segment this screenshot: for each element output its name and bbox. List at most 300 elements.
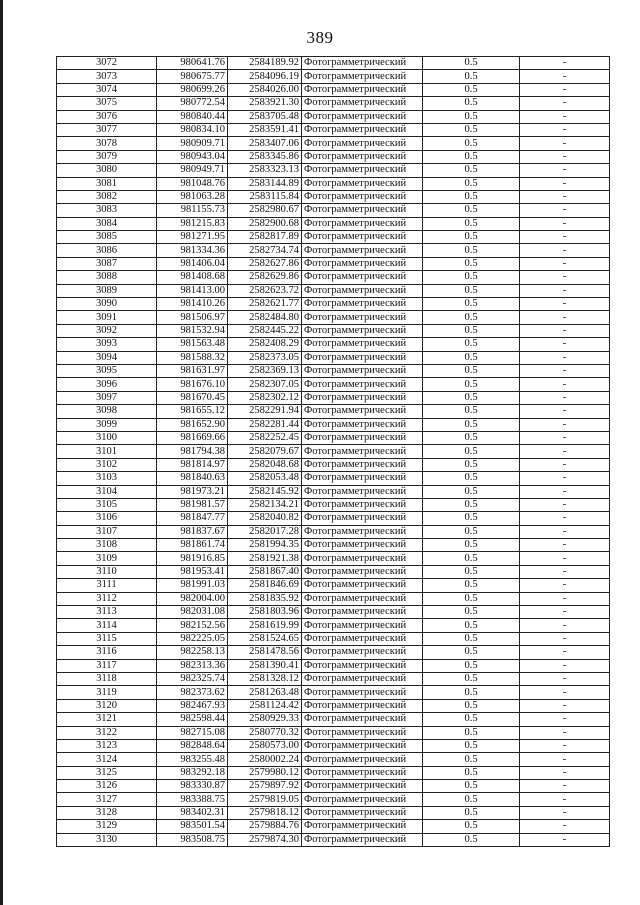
point-number-cell: 3096 [57, 378, 157, 391]
method-cell: Фотограмметрический [302, 539, 423, 552]
method-cell: Фотограмметрический [302, 231, 423, 244]
y-coordinate-cell: 2582445.22 [228, 324, 302, 337]
method-cell: Фотограмметрический [302, 672, 423, 685]
y-coordinate-cell: 2583407.06 [228, 137, 302, 150]
note-cell: - [520, 445, 610, 458]
point-number-cell: 3128 [57, 806, 157, 819]
method-cell: Фотограмметрический [302, 472, 423, 485]
accuracy-cell: 0.5 [423, 338, 520, 351]
table-row [57, 472, 610, 485]
point-number-cell: 3075 [57, 97, 157, 110]
accuracy-cell: 0.5 [423, 646, 520, 659]
point-number-cell: 3088 [57, 271, 157, 284]
accuracy-cell: 0.5 [423, 164, 520, 177]
x-coordinate-cell: 982373.62 [157, 686, 228, 699]
x-coordinate-cell: 980834.10 [157, 123, 228, 136]
method-cell: Фотограмметрический [302, 512, 423, 525]
x-coordinate-cell: 981814.97 [157, 458, 228, 471]
x-coordinate-cell: 981973.21 [157, 485, 228, 498]
x-coordinate-cell: 980772.54 [157, 97, 228, 110]
table-row [57, 391, 610, 404]
point-number-cell: 3094 [57, 351, 157, 364]
y-coordinate-cell: 2581921.38 [228, 552, 302, 565]
note-cell: - [520, 271, 610, 284]
accuracy-cell: 0.5 [423, 686, 520, 699]
table-row [57, 793, 610, 806]
y-coordinate-cell: 2581124.42 [228, 699, 302, 712]
x-coordinate-cell: 981631.97 [157, 364, 228, 377]
note-cell: - [520, 780, 610, 793]
accuracy-cell: 0.5 [423, 177, 520, 190]
y-coordinate-cell: 2581619.99 [228, 619, 302, 632]
method-cell: Фотограмметрический [302, 418, 423, 431]
point-number-cell: 3113 [57, 606, 157, 619]
method-cell: Фотограмметрический [302, 164, 423, 177]
y-coordinate-cell: 2581478.56 [228, 646, 302, 659]
y-coordinate-cell: 2582281.44 [228, 418, 302, 431]
point-number-cell: 3081 [57, 177, 157, 190]
x-coordinate-cell: 983388.75 [157, 793, 228, 806]
note-cell: - [520, 431, 610, 444]
table-row [57, 83, 610, 96]
point-number-cell: 3084 [57, 217, 157, 230]
note-cell: - [520, 231, 610, 244]
table-row [57, 231, 610, 244]
accuracy-cell: 0.5 [423, 525, 520, 538]
y-coordinate-cell: 2584189.92 [228, 57, 302, 70]
x-coordinate-cell: 980699.26 [157, 83, 228, 96]
point-number-cell: 3125 [57, 766, 157, 779]
method-cell: Фотограмметрический [302, 57, 423, 70]
point-number-cell: 3126 [57, 780, 157, 793]
table-row [57, 672, 610, 685]
y-coordinate-cell: 2581328.12 [228, 672, 302, 685]
note-cell: - [520, 311, 610, 324]
method-cell: Фотограмметрический [302, 311, 423, 324]
accuracy-cell: 0.5 [423, 311, 520, 324]
y-coordinate-cell: 2581994.35 [228, 539, 302, 552]
note-cell: - [520, 806, 610, 819]
method-cell: Фотограмметрический [302, 298, 423, 311]
table-row [57, 686, 610, 699]
note-cell: - [520, 97, 610, 110]
method-cell: Фотограмметрический [302, 833, 423, 846]
table-row [57, 485, 610, 498]
y-coordinate-cell: 2580770.32 [228, 726, 302, 739]
note-cell: - [520, 699, 610, 712]
table-row [57, 338, 610, 351]
note-cell: - [520, 713, 610, 726]
point-number-cell: 3112 [57, 592, 157, 605]
x-coordinate-cell: 981155.73 [157, 204, 228, 217]
point-number-cell: 3120 [57, 699, 157, 712]
method-cell: Фотограмметрический [302, 606, 423, 619]
table-row [57, 351, 610, 364]
point-number-cell: 3103 [57, 472, 157, 485]
note-cell: - [520, 164, 610, 177]
method-cell: Фотограмметрический [302, 391, 423, 404]
y-coordinate-cell: 2579819.05 [228, 793, 302, 806]
table-row [57, 498, 610, 511]
accuracy-cell: 0.5 [423, 833, 520, 846]
x-coordinate-cell: 982004.00 [157, 592, 228, 605]
y-coordinate-cell: 2582017.28 [228, 525, 302, 538]
method-cell: Фотограмметрический [302, 271, 423, 284]
accuracy-cell: 0.5 [423, 351, 520, 364]
point-number-cell: 3077 [57, 123, 157, 136]
table-row [57, 123, 610, 136]
table-row [57, 217, 610, 230]
note-cell: - [520, 793, 610, 806]
table-row [57, 713, 610, 726]
y-coordinate-cell: 2583705.48 [228, 110, 302, 123]
table-row [57, 110, 610, 123]
note-cell: - [520, 525, 610, 538]
note-cell: - [520, 391, 610, 404]
table-row [57, 204, 610, 217]
accuracy-cell: 0.5 [423, 190, 520, 203]
method-cell: Фотограмметрический [302, 431, 423, 444]
accuracy-cell: 0.5 [423, 431, 520, 444]
accuracy-cell: 0.5 [423, 57, 520, 70]
x-coordinate-cell: 981334.36 [157, 244, 228, 257]
table-row [57, 726, 610, 739]
accuracy-cell: 0.5 [423, 150, 520, 163]
point-number-cell: 3118 [57, 672, 157, 685]
accuracy-cell: 0.5 [423, 204, 520, 217]
table-row [57, 659, 610, 672]
method-cell: Фотограмметрический [302, 820, 423, 833]
method-cell: Фотограмметрический [302, 150, 423, 163]
table-row [57, 646, 610, 659]
accuracy-cell: 0.5 [423, 97, 520, 110]
point-number-cell: 3127 [57, 793, 157, 806]
method-cell: Фотограмметрический [302, 364, 423, 377]
point-number-cell: 3121 [57, 713, 157, 726]
accuracy-cell: 0.5 [423, 405, 520, 418]
point-number-cell: 3089 [57, 284, 157, 297]
accuracy-cell: 0.5 [423, 271, 520, 284]
method-cell: Фотограмметрический [302, 632, 423, 645]
accuracy-cell: 0.5 [423, 364, 520, 377]
x-coordinate-cell: 982467.93 [157, 699, 228, 712]
y-coordinate-cell: 2582900.68 [228, 217, 302, 230]
accuracy-cell: 0.5 [423, 632, 520, 645]
x-coordinate-cell: 982598.44 [157, 713, 228, 726]
accuracy-cell: 0.5 [423, 579, 520, 592]
y-coordinate-cell: 2582623.72 [228, 284, 302, 297]
x-coordinate-cell: 980949.71 [157, 164, 228, 177]
x-coordinate-cell: 981670.45 [157, 391, 228, 404]
table-row [57, 739, 610, 752]
note-cell: - [520, 498, 610, 511]
accuracy-cell: 0.5 [423, 592, 520, 605]
note-cell: - [520, 672, 610, 685]
table-row [57, 565, 610, 578]
x-coordinate-cell: 981669.66 [157, 431, 228, 444]
table-row [57, 619, 610, 632]
method-cell: Фотограмметрический [302, 137, 423, 150]
note-cell: - [520, 619, 610, 632]
method-cell: Фотограмметрический [302, 190, 423, 203]
accuracy-cell: 0.5 [423, 552, 520, 565]
x-coordinate-cell: 981847.77 [157, 512, 228, 525]
method-cell: Фотограмметрический [302, 713, 423, 726]
method-cell: Фотограмметрический [302, 324, 423, 337]
table-row [57, 766, 610, 779]
note-cell: - [520, 565, 610, 578]
x-coordinate-cell: 981916.85 [157, 552, 228, 565]
note-cell: - [520, 552, 610, 565]
table-row [57, 364, 610, 377]
accuracy-cell: 0.5 [423, 539, 520, 552]
table-row [57, 753, 610, 766]
page-number: 389 [306, 28, 334, 47]
point-number-cell: 3115 [57, 632, 157, 645]
method-cell: Фотограмметрический [302, 646, 423, 659]
point-number-cell: 3114 [57, 619, 157, 632]
x-coordinate-cell: 980641.76 [157, 57, 228, 70]
note-cell: - [520, 579, 610, 592]
y-coordinate-cell: 2579884.76 [228, 820, 302, 833]
y-coordinate-cell: 2582040.82 [228, 512, 302, 525]
method-cell: Фотограмметрический [302, 204, 423, 217]
note-cell: - [520, 298, 610, 311]
table-row [57, 405, 610, 418]
point-number-cell: 3083 [57, 204, 157, 217]
y-coordinate-cell: 2581835.92 [228, 592, 302, 605]
x-coordinate-cell: 980675.77 [157, 70, 228, 83]
y-coordinate-cell: 2582053.48 [228, 472, 302, 485]
x-coordinate-cell: 983330.87 [157, 780, 228, 793]
accuracy-cell: 0.5 [423, 780, 520, 793]
accuracy-cell: 0.5 [423, 753, 520, 766]
point-number-cell: 3108 [57, 539, 157, 552]
note-cell: - [520, 338, 610, 351]
method-cell: Фотограмметрический [302, 806, 423, 819]
method-cell: Фотограмметрический [302, 686, 423, 699]
y-coordinate-cell: 2582373.05 [228, 351, 302, 364]
accuracy-cell: 0.5 [423, 619, 520, 632]
note-cell: - [520, 364, 610, 377]
x-coordinate-cell: 983501.54 [157, 820, 228, 833]
note-cell: - [520, 472, 610, 485]
accuracy-cell: 0.5 [423, 726, 520, 739]
accuracy-cell: 0.5 [423, 806, 520, 819]
method-cell: Фотограмметрический [302, 244, 423, 257]
note-cell: - [520, 512, 610, 525]
x-coordinate-cell: 981506.97 [157, 311, 228, 324]
accuracy-cell: 0.5 [423, 766, 520, 779]
x-coordinate-cell: 983255.48 [157, 753, 228, 766]
x-coordinate-cell: 983292.18 [157, 766, 228, 779]
y-coordinate-cell: 2583323.13 [228, 164, 302, 177]
x-coordinate-cell: 980840.44 [157, 110, 228, 123]
method-cell: Фотограмметрический [302, 217, 423, 230]
point-number-cell: 3119 [57, 686, 157, 699]
x-coordinate-cell: 982715.08 [157, 726, 228, 739]
note-cell: - [520, 726, 610, 739]
accuracy-cell: 0.5 [423, 83, 520, 96]
point-number-cell: 3080 [57, 164, 157, 177]
y-coordinate-cell: 2582307.05 [228, 378, 302, 391]
point-number-cell: 3110 [57, 565, 157, 578]
accuracy-cell: 0.5 [423, 324, 520, 337]
y-coordinate-cell: 2582134.21 [228, 498, 302, 511]
y-coordinate-cell: 2581524.65 [228, 632, 302, 645]
method-cell: Фотограмметрический [302, 445, 423, 458]
point-number-cell: 3093 [57, 338, 157, 351]
method-cell: Фотограмметрический [302, 565, 423, 578]
x-coordinate-cell: 981840.63 [157, 472, 228, 485]
x-coordinate-cell: 981991.03 [157, 579, 228, 592]
y-coordinate-cell: 2579980.12 [228, 766, 302, 779]
x-coordinate-cell: 982848.64 [157, 739, 228, 752]
method-cell: Фотограмметрический [302, 780, 423, 793]
accuracy-cell: 0.5 [423, 565, 520, 578]
method-cell: Фотограмметрический [302, 525, 423, 538]
method-cell: Фотограмметрический [302, 619, 423, 632]
table-row [57, 806, 610, 819]
point-number-cell: 3104 [57, 485, 157, 498]
accuracy-cell: 0.5 [423, 458, 520, 471]
note-cell: - [520, 150, 610, 163]
accuracy-cell: 0.5 [423, 244, 520, 257]
point-number-cell: 3124 [57, 753, 157, 766]
table-row [57, 177, 610, 190]
method-cell: Фотограмметрический [302, 97, 423, 110]
point-number-cell: 3095 [57, 364, 157, 377]
x-coordinate-cell: 982152.56 [157, 619, 228, 632]
point-number-cell: 3102 [57, 458, 157, 471]
note-cell: - [520, 686, 610, 699]
table-row [57, 699, 610, 712]
x-coordinate-cell: 981655.12 [157, 405, 228, 418]
table-row [57, 539, 610, 552]
accuracy-cell: 0.5 [423, 231, 520, 244]
point-number-cell: 3098 [57, 405, 157, 418]
y-coordinate-cell: 2580929.33 [228, 713, 302, 726]
y-coordinate-cell: 2582291.94 [228, 405, 302, 418]
accuracy-cell: 0.5 [423, 498, 520, 511]
x-coordinate-cell: 982225.05 [157, 632, 228, 645]
y-coordinate-cell: 2580002.24 [228, 753, 302, 766]
y-coordinate-cell: 2582145.92 [228, 485, 302, 498]
accuracy-cell: 0.5 [423, 793, 520, 806]
method-cell: Фотограмметрический [302, 659, 423, 672]
method-cell: Фотограмметрический [302, 378, 423, 391]
point-number-cell: 3073 [57, 70, 157, 83]
note-cell: - [520, 137, 610, 150]
point-number-cell: 3097 [57, 391, 157, 404]
table-body [57, 57, 610, 847]
y-coordinate-cell: 2581846.69 [228, 579, 302, 592]
x-coordinate-cell: 981588.32 [157, 351, 228, 364]
y-coordinate-cell: 2582048.68 [228, 458, 302, 471]
point-number-cell: 3105 [57, 498, 157, 511]
note-cell: - [520, 190, 610, 203]
point-number-cell: 3092 [57, 324, 157, 337]
point-number-cell: 3129 [57, 820, 157, 833]
note-cell: - [520, 739, 610, 752]
x-coordinate-cell: 981563.48 [157, 338, 228, 351]
coordinates-table [56, 56, 610, 847]
accuracy-cell: 0.5 [423, 123, 520, 136]
table-row [57, 833, 610, 846]
method-cell: Фотограмметрический [302, 284, 423, 297]
table-row [57, 57, 610, 70]
y-coordinate-cell: 2582734.74 [228, 244, 302, 257]
y-coordinate-cell: 2582408.29 [228, 338, 302, 351]
table-row [57, 164, 610, 177]
x-coordinate-cell: 981981.57 [157, 498, 228, 511]
table-row [57, 298, 610, 311]
note-cell: - [520, 284, 610, 297]
method-cell: Фотограмметрический [302, 739, 423, 752]
table-row [57, 579, 610, 592]
method-cell: Фотограмметрический [302, 123, 423, 136]
x-coordinate-cell: 982325.74 [157, 672, 228, 685]
y-coordinate-cell: 2581803.96 [228, 606, 302, 619]
y-coordinate-cell: 2582079.67 [228, 445, 302, 458]
x-coordinate-cell: 981794.38 [157, 445, 228, 458]
note-cell: - [520, 418, 610, 431]
point-number-cell: 3076 [57, 110, 157, 123]
x-coordinate-cell: 981048.76 [157, 177, 228, 190]
method-cell: Фотограмметрический [302, 458, 423, 471]
table-row [57, 190, 610, 203]
table-row [57, 632, 610, 645]
y-coordinate-cell: 2580573.00 [228, 739, 302, 752]
point-number-cell: 3099 [57, 418, 157, 431]
y-coordinate-cell: 2583591.41 [228, 123, 302, 136]
table-row [57, 150, 610, 163]
point-number-cell: 3082 [57, 190, 157, 203]
accuracy-cell: 0.5 [423, 284, 520, 297]
note-cell: - [520, 70, 610, 83]
y-coordinate-cell: 2583921.30 [228, 97, 302, 110]
point-number-cell: 3100 [57, 431, 157, 444]
accuracy-cell: 0.5 [423, 606, 520, 619]
point-number-cell: 3107 [57, 525, 157, 538]
y-coordinate-cell: 2581867.40 [228, 565, 302, 578]
table-row [57, 257, 610, 270]
point-number-cell: 3087 [57, 257, 157, 270]
x-coordinate-cell: 981413.00 [157, 284, 228, 297]
accuracy-cell: 0.5 [423, 137, 520, 150]
table-row [57, 606, 610, 619]
method-cell: Фотограмметрический [302, 726, 423, 739]
point-number-cell: 3111 [57, 579, 157, 592]
x-coordinate-cell: 982313.36 [157, 659, 228, 672]
note-cell: - [520, 646, 610, 659]
table-row [57, 552, 610, 565]
point-number-cell: 3130 [57, 833, 157, 846]
point-number-cell: 3079 [57, 150, 157, 163]
note-cell: - [520, 257, 610, 270]
accuracy-cell: 0.5 [423, 739, 520, 752]
note-cell: - [520, 485, 610, 498]
note-cell: - [520, 659, 610, 672]
method-cell: Фотограмметрический [302, 753, 423, 766]
note-cell: - [520, 753, 610, 766]
note-cell: - [520, 217, 610, 230]
point-number-cell: 3116 [57, 646, 157, 659]
x-coordinate-cell: 981215.83 [157, 217, 228, 230]
note-cell: - [520, 378, 610, 391]
method-cell: Фотограмметрический [302, 498, 423, 511]
note-cell: - [520, 820, 610, 833]
